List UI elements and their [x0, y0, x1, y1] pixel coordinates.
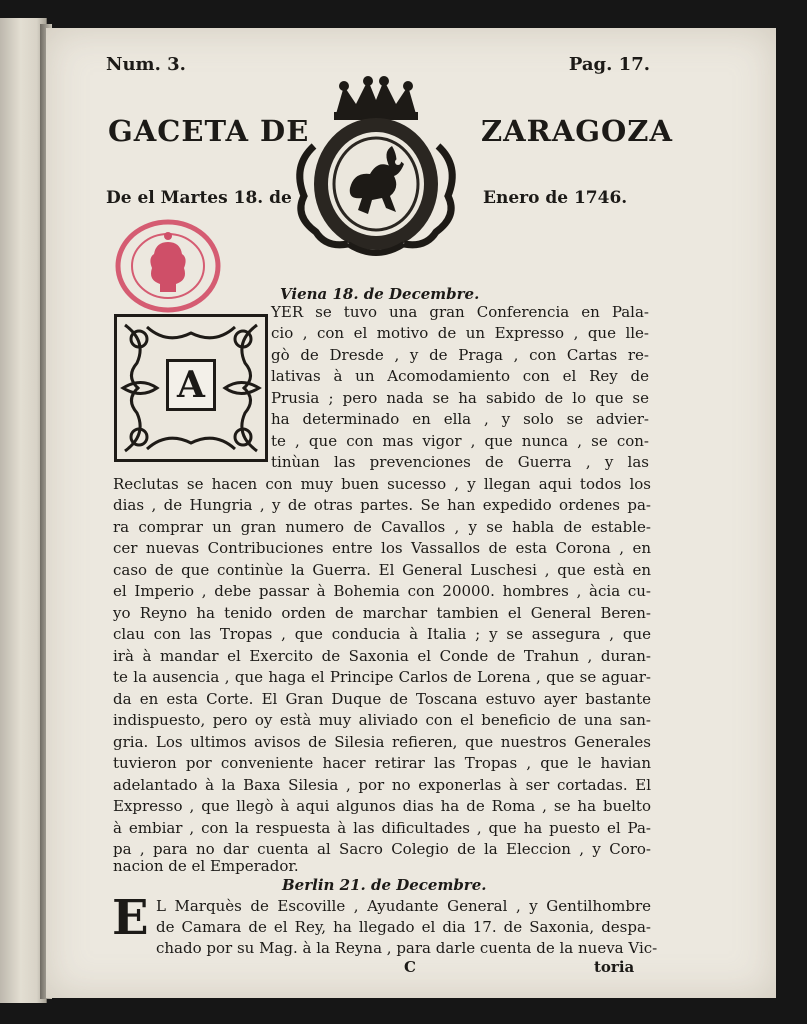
article-line: Reclutas se hacen con muy buen sucesso , y llegan aqui todos los	[113, 475, 651, 493]
article-line: te la ausencia , que haga el Principe Carlos de Lorena , que se aguar-	[113, 668, 651, 686]
coat-of-arms-icon	[286, 76, 466, 262]
article-line: te , que con mas vigor , que nunca , se con-	[271, 432, 649, 450]
article-heading-berlin: Berlin 21. de Decembre.	[282, 876, 487, 894]
signature-mark: C	[404, 958, 416, 976]
article-line: Expresso , que llegò à aqui algunos dias ha de Roma , se ha buelto	[113, 797, 651, 815]
article-line: tinùan las prevenciones de Guerra , y las	[271, 453, 649, 471]
issue-date-right: Enero de 1746.	[483, 188, 628, 208]
article-line: L Marquès de Escoville , Ayudante General , y Gentilhombre	[156, 897, 651, 915]
article-line: yo Reyno ha tenido orden de marchar tambien el General Beren-	[113, 604, 651, 622]
article-line: el Imperio , debe passar à Bohemia con 20000. hombres , àcia cu-	[113, 582, 651, 600]
library-stamp	[114, 214, 222, 318]
article-line: chado por su Mag. à la Reyna , para darle cuenta de la nueva Vic-	[156, 939, 658, 957]
article-heading-viena: Viena 18. de Decembre.	[280, 285, 480, 303]
decorative-initial	[114, 314, 268, 462]
masthead-title-left: GACETA DE	[108, 114, 310, 148]
article-line: gò de Dresde , y de Praga , con Cartas re-	[271, 346, 649, 364]
article-line: nacion de el Emperador.	[113, 857, 299, 875]
article-line: lativas à un Acomodamiento con el Rey de	[271, 367, 649, 385]
article-line: à embiar , con la respuesta à las dificultades , que ha puesto el Pa-	[113, 819, 651, 837]
article-line: YER se tuvo una gran Conferencia en Pala-	[271, 303, 649, 321]
article-line: cio , con el motivo de un Expresso , que lle-	[271, 324, 649, 342]
article-line: indispuesto, pero oy està muy aliviado con el beneficio de una san-	[113, 711, 651, 729]
article-line: da en esta Corte. El Gran Duque de Toscana estuvo ayer bastante	[113, 690, 651, 708]
masthead-title-right: ZARAGOZA	[481, 114, 673, 148]
article-line: pa , para no dar cuenta al Sacro Colegio de la Eleccion , y Coro-	[113, 840, 651, 858]
article-line: ra comprar un gran numero de Cavallos , y se habla de estable-	[113, 518, 651, 536]
article-line: adelantado à la Baxa Silesia , por no exponerlas à ser cortadas. El	[113, 776, 651, 794]
library-stamp-icon	[114, 214, 222, 314]
article-line: dias , de Hungria , y de otras partes. Se han expedido ordenes pa-	[113, 496, 651, 514]
drop-letter-e: E	[112, 890, 149, 946]
issue-number: Num. 3.	[106, 54, 186, 75]
article-line: tuvieron por conveniente hacer retirar las Tropas , que le havian	[113, 754, 651, 772]
gazette-page	[46, 28, 776, 998]
article-line: ha determinado en ella , y solo se advier-	[271, 410, 649, 428]
article-line: clau con las Tropas , que conducia à Italia ; y se assegura , que	[113, 625, 651, 643]
article-line: cer nuevas Contribuciones entre los Vassallos de esta Corona , en	[113, 539, 651, 557]
catchword: toria	[594, 958, 635, 976]
page-number: Pag. 17.	[568, 54, 650, 75]
initial-letter-a: A	[166, 359, 216, 411]
article-line: de Camara de el Rey, ha llegado el dia 17. de Saxonia, despa-	[156, 918, 651, 936]
article-line: caso de que continùe la Guerra. El General Luschesi , que està en	[113, 561, 651, 579]
article-line: irà à mandar el Exercito de Saxonia el Conde de Trahun , duran-	[113, 647, 651, 665]
article-line: Prusia ; pero nada se ha sabido de lo que se	[271, 389, 649, 407]
article-line: gria. Los ultimos avisos de Silesia refieren, que nuestros Generales	[113, 733, 651, 751]
issue-date-left: De el Martes 18. de	[106, 188, 292, 208]
